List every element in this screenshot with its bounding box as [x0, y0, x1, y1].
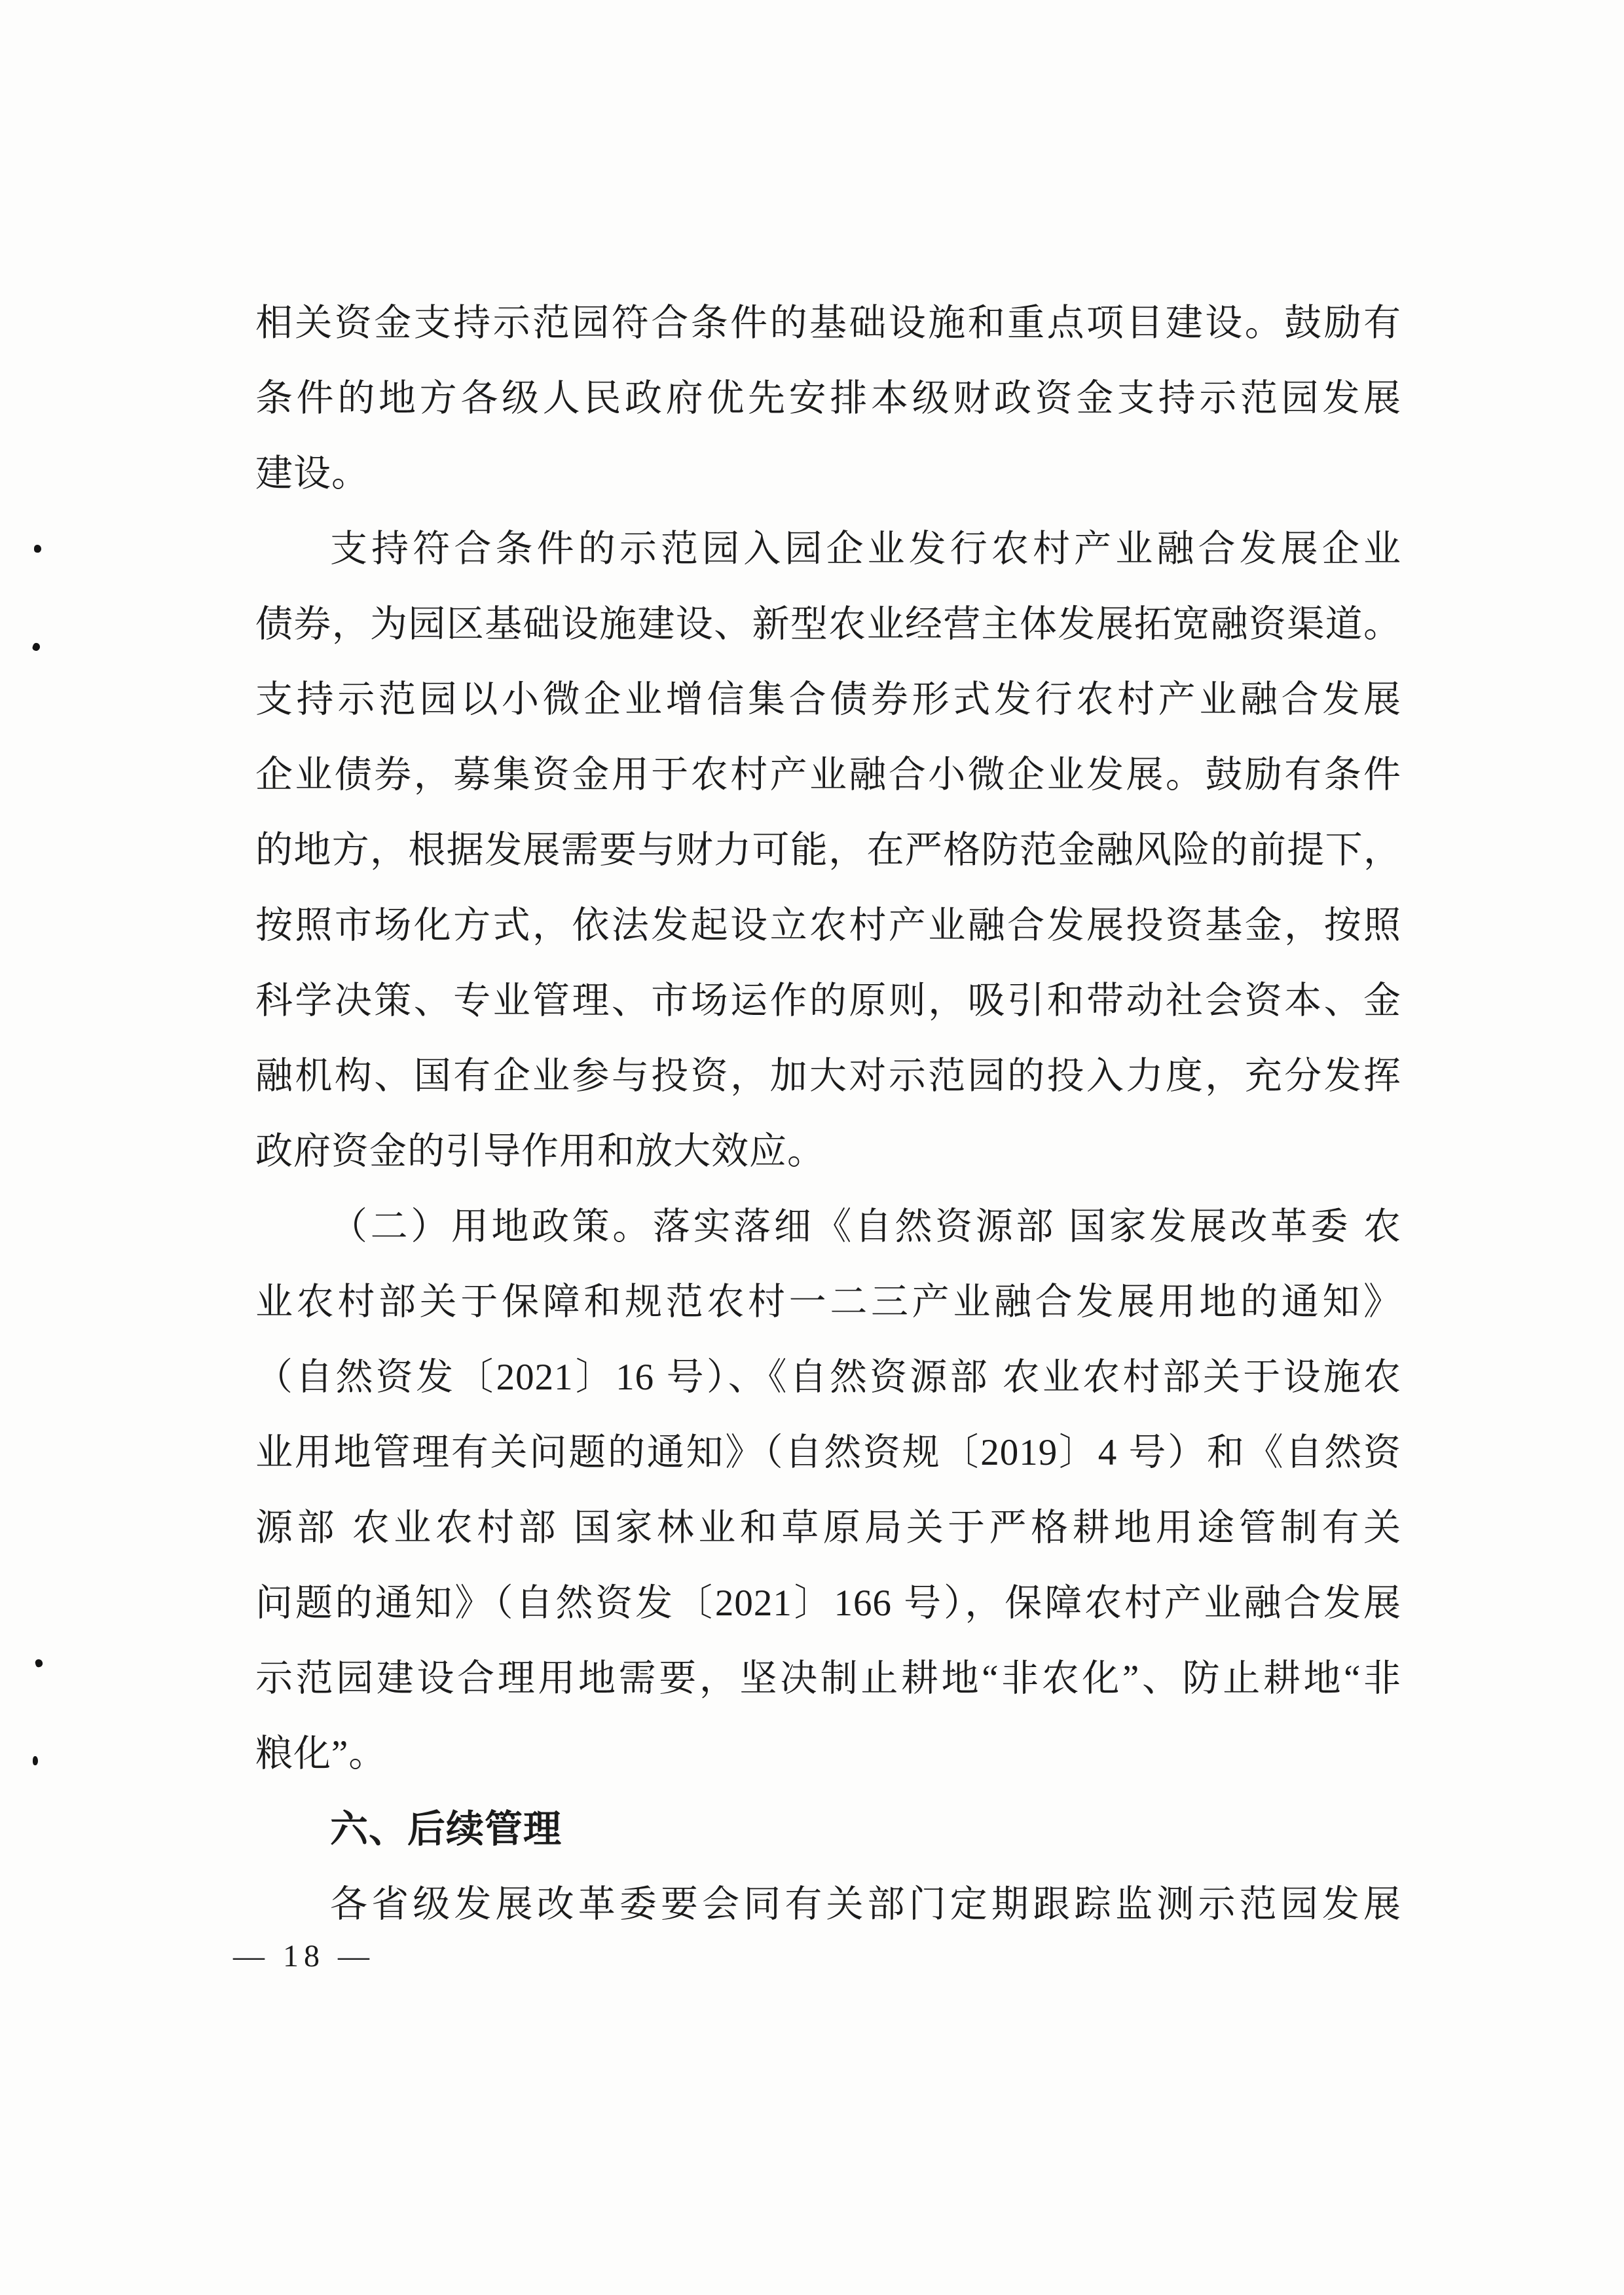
text-line: 政府资金的引导作用和放大效应。	[255, 1131, 825, 1172]
text-line: 相关资金支持示范园符合条件的基础设施和重点项目建设。鼓励有	[255, 303, 1401, 344]
text-line: 各省级发展改革委要会同有关部门定期跟踪监测示范园发展	[330, 1884, 1401, 1925]
scan-speck	[34, 545, 41, 553]
scan-speck	[35, 1659, 44, 1668]
scan-speck	[33, 1756, 38, 1765]
text-line: 科学决策、专业管理、市场运作的原则，吸引和带动社会资本、金	[255, 980, 1401, 1021]
text-line: 业农村部关于保障和规范农村一二三产业融合发展用地的通知》	[255, 1281, 1401, 1323]
text-line: 债券，为园区基础设施建设、新型农业经营主体发展拓宽融资渠道。	[255, 604, 1401, 645]
scan-speck	[31, 642, 41, 652]
text-line: 融机构、国有企业参与投资，加大对示范园的投入力度，充分发挥	[255, 1056, 1401, 1097]
text-line: 企业债券，募集资金用于农村产业融合小微企业发展。鼓励有条件	[255, 754, 1401, 796]
text-line: 的地方，根据发展需要与财力可能，在严格防范金融风险的前提下，	[255, 830, 1401, 871]
text-block	[255, 285, 1401, 1942]
text-line: 条件的地方各级人民政府优先安排本级财政资金支持示范园发展	[255, 378, 1401, 419]
text-line: 源部 农业农村部 国家林业和草原局关于严格耕地用途管制有关	[255, 1507, 1401, 1549]
text-line: 问题的通知》（自然资发〔2021〕166 号），保障农村产业融合发展	[255, 1583, 1401, 1624]
text-line: 建设。	[255, 453, 369, 494]
text-line: 示范园建设合理用地需要，坚决制止耕地“非农化”、防止耕地“非	[255, 1658, 1401, 1699]
text-line: （二）用地政策。落实落细《自然资源部 国家发展改革委 农	[330, 1206, 1401, 1247]
text-line: 粮化”。	[255, 1733, 387, 1774]
text-line: 按照市场化方式，依法发起设立农村产业融合发展投资基金，按照	[255, 905, 1401, 946]
text-line: 业用地管理有关问题的通知》（自然资规〔2019〕4 号）和《自然资	[255, 1432, 1401, 1473]
text-line: 支持示范园以小微企业增信集合债券形式发行农村产业融合发展	[255, 679, 1401, 720]
section-heading: 六、后续管理	[330, 1808, 563, 1850]
text-line: （自然资发〔2021〕16 号）、《自然资源部 农业农村部关于设施农	[255, 1357, 1401, 1398]
page-number: — 18 —	[233, 1939, 375, 1974]
text-line: 支持符合条件的示范园入园企业发行农村产业融合发展企业	[330, 528, 1401, 570]
